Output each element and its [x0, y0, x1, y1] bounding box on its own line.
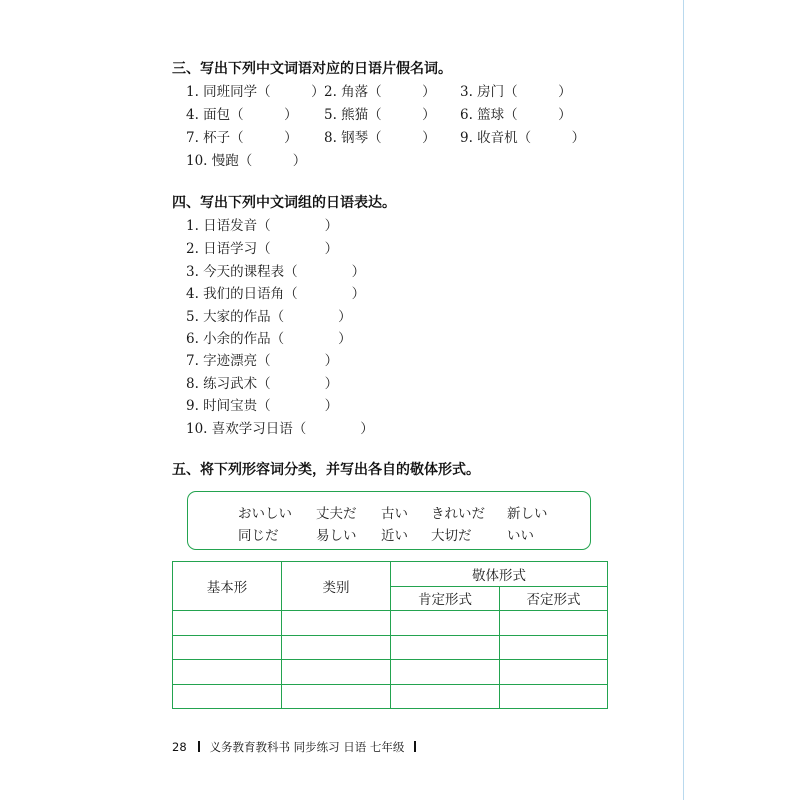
table-row [173, 611, 608, 636]
answer-cell[interactable] [500, 611, 608, 636]
section3-item-5: 5. 熊猫（ ） [324, 107, 436, 123]
header-basic-form: 基本形 [173, 562, 282, 611]
section4-item-10: 10. 喜欢学习日语（ ） [186, 421, 374, 437]
section4-item-2: 2. 日语学习（ ） [186, 241, 339, 257]
word-yasashii: 易しい [316, 528, 357, 544]
header-polite-form: 敬体形式 [391, 562, 608, 587]
section4-item-6: 6. 小余的作品（ ） [186, 331, 352, 347]
section4-item-4: 4. 我们的日语角（ ） [186, 286, 366, 302]
page-edge-line [683, 0, 684, 800]
section3-item-3: 3. 房门（ ） [460, 84, 572, 100]
section3-item-1: 1. 同班同学（ ） [186, 84, 325, 100]
answer-cell[interactable] [173, 611, 282, 636]
section5-title: 五、将下列形容词分类，并写出各自的敬体形式。 [172, 462, 480, 478]
answer-table [172, 561, 608, 709]
answer-cell[interactable] [391, 635, 500, 660]
word-onajida: 同じだ [238, 528, 279, 544]
table-row [173, 635, 608, 660]
section4-item-7: 7. 字迹漂亮（ ） [186, 353, 339, 369]
section3-item-10: 10. 慢跑（ ） [186, 153, 307, 169]
answer-cell[interactable] [391, 660, 500, 685]
section3-item-9: 9. 收音机（ ） [460, 130, 586, 146]
header-category: 类别 [282, 562, 391, 611]
section3-item-8: 8. 钢琴（ ） [324, 130, 436, 146]
answer-cell[interactable] [282, 684, 391, 709]
section3-item-4: 4. 面包（ ） [186, 107, 298, 123]
word-chikai: 近い [381, 528, 408, 544]
answer-cell[interactable] [282, 611, 391, 636]
word-taisetsuda: 大切だ [431, 528, 472, 544]
word-joubuda: 丈夫だ [316, 506, 357, 522]
answer-cell[interactable] [391, 611, 500, 636]
section4-item-1: 1. 日语发音（ ） [186, 218, 339, 234]
table-row [173, 660, 608, 685]
table-row [173, 684, 608, 709]
section4-item-3: 3. 今天的课程表（ ） [186, 264, 366, 280]
section3-item-2: 2. 角落（ ） [324, 84, 436, 100]
word-furui: 古い [381, 506, 408, 522]
word-ii: いい [507, 528, 534, 544]
section4-item-5: 5. 大家的作品（ ） [186, 309, 352, 325]
page-footer [172, 739, 422, 755]
answer-cell[interactable] [282, 660, 391, 685]
answer-cell[interactable] [500, 660, 608, 685]
answer-cell[interactable] [500, 635, 608, 660]
answer-cell[interactable] [173, 660, 282, 685]
word-oishii: おいしい [238, 506, 292, 522]
header-affirmative: 肯定形式 [391, 586, 500, 611]
word-atarashii: 新しい [507, 506, 548, 522]
footer-separator [414, 741, 416, 752]
answer-cell[interactable] [173, 684, 282, 709]
answer-cell[interactable] [391, 684, 500, 709]
adjective-word-box [187, 491, 591, 550]
answer-cell[interactable] [500, 684, 608, 709]
footer-separator [198, 741, 200, 752]
section4-item-8: 8. 练习武术（ ） [186, 376, 339, 392]
section4-item-9: 9. 时间宝贵（ ） [186, 398, 339, 414]
answer-cell[interactable] [282, 635, 391, 660]
book-title: 义务教育教科书 同步练习 日语 七年级 [209, 740, 405, 754]
section4-title: 四、写出下列中文词组的日语表达。 [172, 195, 396, 211]
section3-item-6: 6. 篮球（ ） [460, 107, 572, 123]
word-kireida: きれいだ [431, 506, 485, 522]
section3-title: 三、写出下列中文词语对应的日语片假名词。 [172, 61, 452, 77]
answer-cell[interactable] [173, 635, 282, 660]
header-negative: 否定形式 [500, 586, 608, 611]
page-number: 28 [172, 740, 187, 754]
section3-item-7: 7. 杯子（ ） [186, 130, 298, 146]
